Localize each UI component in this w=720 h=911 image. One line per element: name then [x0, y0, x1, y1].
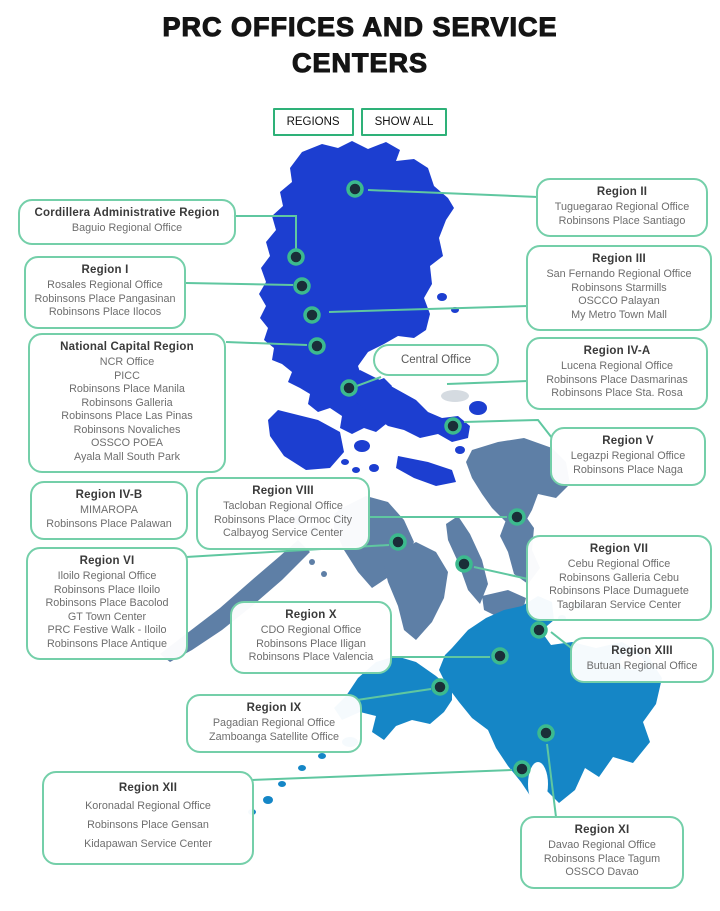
office-item: CDO Regional Office [260, 624, 362, 636]
callout-region9 [186, 694, 362, 753]
office-item: Robinsons Galleria [81, 396, 173, 409]
callout-region4b [30, 481, 188, 540]
callout-title: Region II [596, 186, 648, 198]
show-all-button[interactable]: SHOW ALL [361, 108, 448, 136]
callout-title: Region XI [574, 824, 630, 836]
office-item: Rosales Regional Office [47, 279, 163, 291]
callout-region8 [196, 477, 370, 550]
callout-region5 [550, 427, 706, 486]
office-item: OSCCO Palayan [578, 295, 660, 307]
callout-title: National Capital Region [60, 341, 194, 353]
callout-title: Region IX [246, 702, 302, 714]
callout-title: Region V [602, 435, 654, 447]
office-item: PICC [114, 369, 140, 382]
office-item: Baguio Regional Office [71, 222, 183, 234]
office-item: Robinsons Place Valencia [248, 651, 374, 663]
callout-region7 [526, 535, 712, 621]
office-item: Iloilo Regional Office [57, 570, 157, 582]
callout-title: Region VII [589, 543, 649, 555]
office-item: Robinsons Place Manila [69, 383, 185, 395]
office-item: Cebu Regional Office [567, 558, 671, 570]
office-item: Robinsons Place Dumaguete [549, 585, 689, 597]
office-item: Calbayog Service Center [222, 527, 344, 539]
map-marker-region12[interactable] [515, 762, 529, 776]
map-marker-ncr[interactable] [310, 339, 324, 353]
callout-region12 [42, 771, 254, 865]
office-item: Kidapawan Service Center [84, 838, 212, 850]
office-item: Robinsons Place Tagum [543, 852, 661, 865]
callout-region11 [520, 816, 684, 889]
office-item: Robinsons Place Palawan [46, 517, 172, 530]
map-marker-car[interactable] [289, 250, 303, 264]
office-item: San Fernando Regional Office [546, 268, 692, 280]
callout-title: Region III [592, 253, 646, 265]
office-item: Koronadal Regional Office [85, 800, 211, 812]
office-item: Robinsons Place Gensan [87, 819, 209, 831]
office-item: Robinsons Place Las Pinas [61, 410, 193, 422]
map-marker-region6[interactable] [391, 535, 405, 549]
office-item: Robinsons Place Iloilo [53, 583, 161, 596]
central-office-label: Central Office [400, 354, 472, 366]
map-marker-region7[interactable] [457, 557, 471, 571]
office-item: Tacloban Regional Office [223, 500, 343, 512]
callout-region3 [526, 245, 712, 331]
office-item: Robinsons Place Sta. Rosa [551, 387, 683, 399]
callout-central-office [373, 344, 499, 376]
office-item: Robinsons Place Ormoc City [213, 513, 352, 526]
map-marker-region5[interactable] [446, 419, 460, 433]
callout-title: Region IV-B [75, 489, 143, 501]
office-item: Robinsons Novaliches [73, 423, 181, 436]
map-marker-region3[interactable] [305, 308, 319, 322]
callout-region2 [536, 178, 708, 237]
office-item: Tagbilaran Service Center [556, 598, 682, 611]
office-item: Zamboanga Satellite Office [208, 730, 340, 743]
office-item: PRC Festive Walk - Iloilo [47, 624, 167, 636]
callout-car [18, 199, 236, 245]
office-item: Robinsons Place Dasmarinas [546, 373, 688, 386]
map-marker-region2[interactable] [348, 182, 362, 196]
map-marker-region13[interactable] [532, 623, 546, 637]
callout-title: Region X [285, 609, 337, 621]
davao-gulf [528, 762, 548, 806]
callout-region1 [24, 256, 186, 329]
office-item: My Metro Town Mall [571, 308, 667, 321]
office-item: Davao Regional Office [548, 839, 656, 851]
office-item: NCR Office [99, 356, 155, 368]
page-title: PRC OFFICES AND SERVICE CENTERS [162, 12, 558, 78]
map-marker-region10[interactable] [493, 649, 507, 663]
map-marker-region8[interactable] [510, 510, 524, 524]
office-item: Robinsons Place Naga [573, 463, 683, 476]
callout-title: Cordillera Administrative Region [34, 207, 220, 219]
callout-region13 [570, 637, 714, 683]
office-item: Robinsons Starmills [571, 281, 667, 294]
map-marker-region9[interactable] [433, 680, 447, 694]
office-item: Robinsons Place Pangasinan [34, 292, 176, 305]
office-item: Legazpi Regional Office [570, 450, 686, 462]
office-item: Robinsons Place Bacolod [45, 597, 169, 609]
callout-title: Region IV-A [583, 345, 651, 357]
callout-region10 [230, 601, 392, 674]
office-item: Robinsons Place Ilocos [48, 306, 162, 318]
office-item: Robinsons Galleria Cebu [558, 571, 680, 584]
office-item: Robinsons Place Iligan [256, 637, 366, 650]
callout-region6 [26, 547, 188, 660]
office-item: Lucena Regional Office [560, 360, 674, 372]
callout-title: Region XIII [611, 645, 673, 657]
callout-title: Region I [81, 264, 129, 276]
callout-ncr [28, 333, 226, 473]
office-item: GT Town Center [67, 610, 147, 623]
callout-title: Region VIII [252, 485, 314, 497]
callout-region4a [526, 337, 708, 410]
office-item: Ayala Mall South Park [73, 450, 181, 463]
callout-title: Region VI [79, 555, 135, 567]
office-item: Tuguegarao Regional Office [554, 201, 690, 213]
office-item: Robinsons Place Antique [46, 637, 168, 650]
map-marker-region1[interactable] [295, 279, 309, 293]
map-marker-central-office[interactable] [342, 381, 356, 395]
office-item: Butuan Regional Office [586, 660, 698, 672]
office-item: Robinsons Place Santiago [558, 214, 686, 227]
map-marker-region11[interactable] [539, 726, 553, 740]
office-item: Pagadian Regional Office [212, 717, 336, 729]
regions-button[interactable]: REGIONS [273, 108, 354, 136]
callout-title: Region XII [118, 782, 178, 794]
office-item: MIMAROPA [80, 504, 138, 516]
office-item: OSSCO Davao [565, 866, 639, 878]
office-item: OSSCO POEA [91, 437, 163, 449]
